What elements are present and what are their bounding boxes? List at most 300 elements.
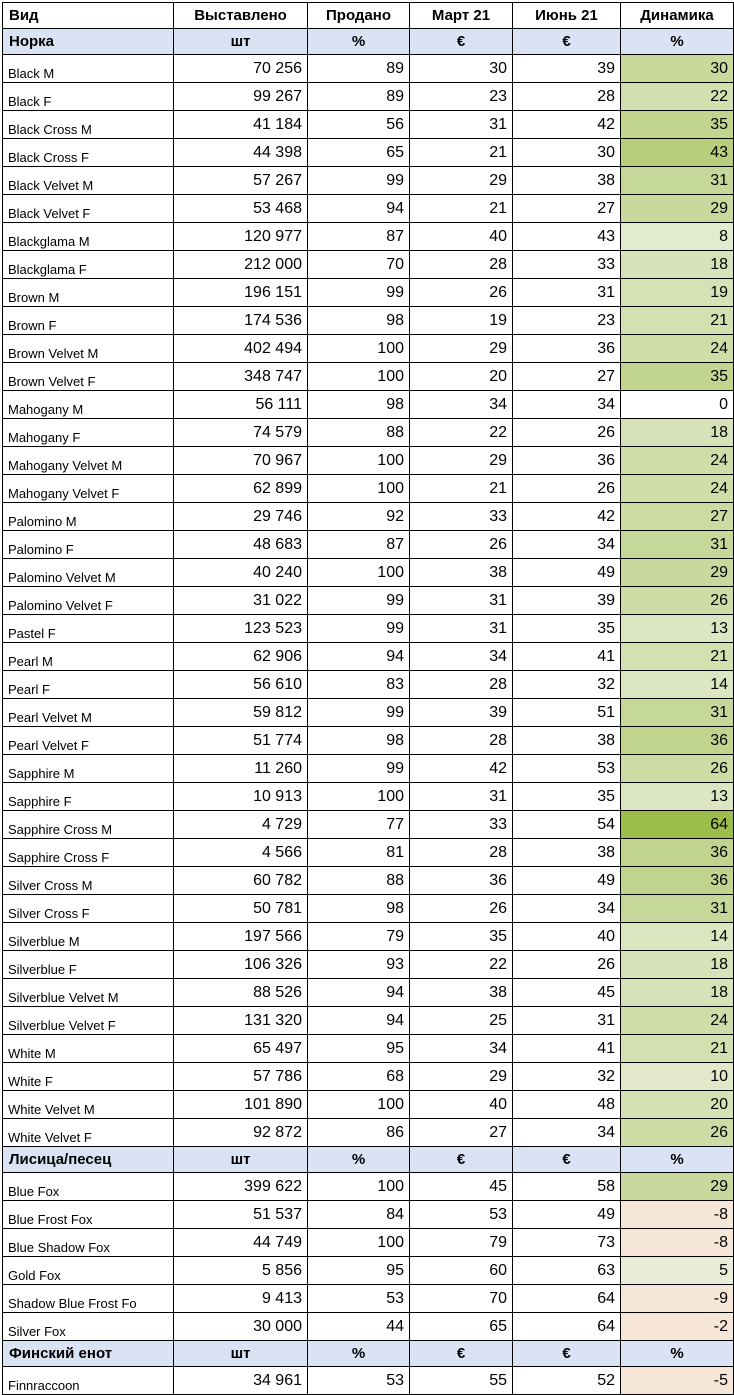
dynamics-cell: 20 (621, 1091, 734, 1119)
table-row (3, 1119, 734, 1147)
sold-cell: 100 (308, 335, 410, 363)
june-price-cell: 27 (513, 363, 621, 391)
offered-cell: 120 977 (174, 223, 308, 251)
unit-label: € (410, 1147, 513, 1173)
march-price-cell: 26 (410, 531, 513, 559)
june-price-cell: 26 (513, 475, 621, 503)
table-row (3, 1229, 734, 1257)
sold-cell: 100 (308, 447, 410, 475)
june-price-cell: 52 (513, 1367, 621, 1395)
dynamics-cell: 31 (621, 531, 734, 559)
june-price-cell: 64 (513, 1313, 621, 1341)
offered-cell: 70 256 (174, 55, 308, 83)
fur-type-name: Silverblue M (3, 923, 174, 951)
june-price-cell: 26 (513, 951, 621, 979)
march-price-cell: 21 (410, 139, 513, 167)
sold-cell: 88 (308, 867, 410, 895)
dynamics-cell: 14 (621, 923, 734, 951)
offered-cell: 92 872 (174, 1119, 308, 1147)
offered-cell: 348 747 (174, 363, 308, 391)
table-row (3, 727, 734, 755)
june-price-cell: 30 (513, 139, 621, 167)
june-price-cell: 43 (513, 223, 621, 251)
fur-type-name: Pearl Velvet F (3, 727, 174, 755)
march-price-cell: 27 (410, 1119, 513, 1147)
sold-cell: 99 (308, 279, 410, 307)
table-row (3, 671, 734, 699)
june-price-cell: 33 (513, 251, 621, 279)
march-price-cell: 22 (410, 951, 513, 979)
sold-cell: 94 (308, 1007, 410, 1035)
sold-cell: 98 (308, 391, 410, 419)
fur-type-name: Finnraccoon (3, 1367, 174, 1395)
march-price-cell: 26 (410, 895, 513, 923)
sold-cell: 94 (308, 979, 410, 1007)
table-row (3, 475, 734, 503)
table-row (3, 503, 734, 531)
table-row (3, 307, 734, 335)
fur-type-name: Sapphire M (3, 755, 174, 783)
march-price-cell: 31 (410, 615, 513, 643)
offered-cell: 196 151 (174, 279, 308, 307)
dynamics-cell: 31 (621, 895, 734, 923)
offered-cell: 62 899 (174, 475, 308, 503)
dynamics-cell: 19 (621, 279, 734, 307)
dynamics-cell: 18 (621, 419, 734, 447)
sold-cell: 99 (308, 615, 410, 643)
march-price-cell: 19 (410, 307, 513, 335)
june-price-cell: 54 (513, 811, 621, 839)
march-price-cell: 33 (410, 503, 513, 531)
sold-cell: 68 (308, 1063, 410, 1091)
unit-label: € (513, 1341, 621, 1367)
offered-cell: 88 526 (174, 979, 308, 1007)
table-row (3, 251, 734, 279)
table-row (3, 559, 734, 587)
june-price-cell: 38 (513, 839, 621, 867)
table-row (3, 979, 734, 1007)
table-row (3, 1091, 734, 1119)
table-row (3, 531, 734, 559)
june-price-cell: 32 (513, 1063, 621, 1091)
june-price-cell: 31 (513, 279, 621, 307)
fur-type-name: Silverblue Velvet F (3, 1007, 174, 1035)
march-price-cell: 21 (410, 195, 513, 223)
fur-type-name: White Velvet F (3, 1119, 174, 1147)
fur-type-name: Mahogany F (3, 419, 174, 447)
table-row (3, 1313, 734, 1341)
sold-cell: 94 (308, 195, 410, 223)
fur-type-name: Gold Fox (3, 1257, 174, 1285)
table-row (3, 783, 734, 811)
table-row (3, 811, 734, 839)
march-price-cell: 34 (410, 391, 513, 419)
offered-cell: 197 566 (174, 923, 308, 951)
column-header-offered: Выставлено (174, 3, 308, 29)
offered-cell: 40 240 (174, 559, 308, 587)
fur-type-name: Brown F (3, 307, 174, 335)
dynamics-cell: 8 (621, 223, 734, 251)
fur-type-name: Silverblue F (3, 951, 174, 979)
march-price-cell: 79 (410, 1229, 513, 1257)
dynamics-cell: -8 (621, 1201, 734, 1229)
march-price-cell: 39 (410, 699, 513, 727)
offered-cell: 51 774 (174, 727, 308, 755)
dynamics-cell: 18 (621, 951, 734, 979)
dynamics-cell: 31 (621, 167, 734, 195)
june-price-cell: 40 (513, 923, 621, 951)
unit-label: € (513, 29, 621, 55)
fur-type-name: Pearl F (3, 671, 174, 699)
fur-type-name: Blackglama M (3, 223, 174, 251)
march-price-cell: 38 (410, 559, 513, 587)
sold-cell: 77 (308, 811, 410, 839)
june-price-cell: 48 (513, 1091, 621, 1119)
june-price-cell: 41 (513, 643, 621, 671)
table-row (3, 223, 734, 251)
dynamics-cell: -5 (621, 1367, 734, 1395)
offered-cell: 123 523 (174, 615, 308, 643)
march-price-cell: 65 (410, 1313, 513, 1341)
header-row (3, 3, 734, 29)
table-row (3, 335, 734, 363)
table-row (3, 839, 734, 867)
june-price-cell: 36 (513, 335, 621, 363)
table-body (3, 29, 734, 1395)
unit-label: шт (174, 29, 308, 55)
june-price-cell: 34 (513, 1119, 621, 1147)
fur-type-name: Silver Fox (3, 1313, 174, 1341)
june-price-cell: 34 (513, 895, 621, 923)
section-name: Лисица/песец (3, 1147, 174, 1173)
march-price-cell: 31 (410, 783, 513, 811)
june-price-cell: 27 (513, 195, 621, 223)
dynamics-cell: 35 (621, 111, 734, 139)
sold-cell: 83 (308, 671, 410, 699)
sold-cell: 93 (308, 951, 410, 979)
sold-cell: 70 (308, 251, 410, 279)
table-row (3, 1007, 734, 1035)
unit-label: шт (174, 1341, 308, 1367)
dynamics-cell: -9 (621, 1285, 734, 1313)
unit-label: € (513, 1147, 621, 1173)
sold-cell: 95 (308, 1035, 410, 1063)
offered-cell: 29 746 (174, 503, 308, 531)
table-row (3, 279, 734, 307)
sold-cell: 100 (308, 559, 410, 587)
dynamics-cell: 21 (621, 307, 734, 335)
offered-cell: 4 729 (174, 811, 308, 839)
sold-cell: 89 (308, 83, 410, 111)
dynamics-cell: 26 (621, 755, 734, 783)
unit-label: % (308, 1147, 410, 1173)
june-price-cell: 35 (513, 615, 621, 643)
dynamics-cell: 10 (621, 1063, 734, 1091)
offered-cell: 106 326 (174, 951, 308, 979)
sold-cell: 98 (308, 307, 410, 335)
fur-type-name: Palomino F (3, 531, 174, 559)
offered-cell: 48 683 (174, 531, 308, 559)
sold-cell: 94 (308, 643, 410, 671)
june-price-cell: 26 (513, 419, 621, 447)
fur-type-name: Shadow Blue Frost Fo (3, 1285, 174, 1313)
dynamics-cell: 18 (621, 251, 734, 279)
june-price-cell: 73 (513, 1229, 621, 1257)
june-price-cell: 45 (513, 979, 621, 1007)
march-price-cell: 60 (410, 1257, 513, 1285)
sold-cell: 53 (308, 1367, 410, 1395)
march-price-cell: 26 (410, 279, 513, 307)
offered-cell: 60 782 (174, 867, 308, 895)
dynamics-cell: 26 (621, 587, 734, 615)
sold-cell: 53 (308, 1285, 410, 1313)
sold-cell: 100 (308, 1229, 410, 1257)
offered-cell: 5 856 (174, 1257, 308, 1285)
table-row (3, 391, 734, 419)
offered-cell: 59 812 (174, 699, 308, 727)
fur-type-name: Sapphire Cross F (3, 839, 174, 867)
offered-cell: 4 566 (174, 839, 308, 867)
sold-cell: 56 (308, 111, 410, 139)
dynamics-cell: 64 (621, 811, 734, 839)
dynamics-cell: 29 (621, 559, 734, 587)
fur-auction-table (2, 2, 734, 1395)
sold-cell: 100 (308, 1091, 410, 1119)
fur-type-name: Blackglama F (3, 251, 174, 279)
table-row (3, 1063, 734, 1091)
june-price-cell: 38 (513, 727, 621, 755)
fur-type-name: Mahogany Velvet M (3, 447, 174, 475)
sold-cell: 100 (308, 783, 410, 811)
fur-type-name: Brown Velvet M (3, 335, 174, 363)
march-price-cell: 28 (410, 727, 513, 755)
march-price-cell: 28 (410, 671, 513, 699)
sold-cell: 87 (308, 223, 410, 251)
offered-cell: 101 890 (174, 1091, 308, 1119)
offered-cell: 30 000 (174, 1313, 308, 1341)
offered-cell: 56 610 (174, 671, 308, 699)
offered-cell: 402 494 (174, 335, 308, 363)
table-row (3, 867, 734, 895)
offered-cell: 10 913 (174, 783, 308, 811)
offered-cell: 57 267 (174, 167, 308, 195)
table-row (3, 363, 734, 391)
table-row (3, 643, 734, 671)
table-row (3, 83, 734, 111)
june-price-cell: 53 (513, 755, 621, 783)
sold-cell: 100 (308, 475, 410, 503)
dynamics-cell: 36 (621, 839, 734, 867)
june-price-cell: 41 (513, 1035, 621, 1063)
column-header-june: Июнь 21 (513, 3, 621, 29)
june-price-cell: 32 (513, 671, 621, 699)
sold-cell: 100 (308, 1173, 410, 1201)
june-price-cell: 28 (513, 83, 621, 111)
march-price-cell: 70 (410, 1285, 513, 1313)
section-name: Норка (3, 29, 174, 55)
march-price-cell: 23 (410, 83, 513, 111)
sold-cell: 95 (308, 1257, 410, 1285)
offered-cell: 70 967 (174, 447, 308, 475)
offered-cell: 57 786 (174, 1063, 308, 1091)
fur-type-name: Blue Fox (3, 1173, 174, 1201)
fur-type-name: Pastel F (3, 615, 174, 643)
march-price-cell: 42 (410, 755, 513, 783)
fur-type-name: Palomino Velvet M (3, 559, 174, 587)
sold-cell: 88 (308, 419, 410, 447)
march-price-cell: 31 (410, 111, 513, 139)
dynamics-cell: 30 (621, 55, 734, 83)
offered-cell: 11 260 (174, 755, 308, 783)
table-row (3, 1201, 734, 1229)
offered-cell: 62 906 (174, 643, 308, 671)
table-row (3, 139, 734, 167)
fur-type-name: Black Velvet M (3, 167, 174, 195)
offered-cell: 34 961 (174, 1367, 308, 1395)
column-header-march: Март 21 (410, 3, 513, 29)
sold-cell: 44 (308, 1313, 410, 1341)
march-price-cell: 40 (410, 223, 513, 251)
march-price-cell: 40 (410, 1091, 513, 1119)
june-price-cell: 36 (513, 447, 621, 475)
fur-type-name: Pearl Velvet M (3, 699, 174, 727)
offered-cell: 44 398 (174, 139, 308, 167)
fur-type-name: Palomino Velvet F (3, 587, 174, 615)
dynamics-cell: 36 (621, 727, 734, 755)
fur-type-name: Mahogany M (3, 391, 174, 419)
dynamics-cell: 13 (621, 615, 734, 643)
june-price-cell: 42 (513, 503, 621, 531)
march-price-cell: 29 (410, 167, 513, 195)
table-row (3, 419, 734, 447)
unit-label: € (410, 1341, 513, 1367)
fur-type-name: Mahogany Velvet F (3, 475, 174, 503)
dynamics-cell: 29 (621, 195, 734, 223)
dynamics-cell: 5 (621, 1257, 734, 1285)
june-price-cell: 39 (513, 587, 621, 615)
table-row (3, 55, 734, 83)
offered-cell: 131 320 (174, 1007, 308, 1035)
table-row (3, 1367, 734, 1395)
offered-cell: 50 781 (174, 895, 308, 923)
offered-cell: 399 622 (174, 1173, 308, 1201)
june-price-cell: 58 (513, 1173, 621, 1201)
june-price-cell: 34 (513, 531, 621, 559)
sold-cell: 98 (308, 895, 410, 923)
march-price-cell: 35 (410, 923, 513, 951)
dynamics-cell: -8 (621, 1229, 734, 1257)
fur-type-name: Black Velvet F (3, 195, 174, 223)
june-price-cell: 35 (513, 783, 621, 811)
fur-type-name: Pearl M (3, 643, 174, 671)
dynamics-cell: 24 (621, 475, 734, 503)
sold-cell: 100 (308, 363, 410, 391)
section-header-row (3, 1147, 734, 1173)
offered-cell: 41 184 (174, 111, 308, 139)
dynamics-cell: 26 (621, 1119, 734, 1147)
dynamics-cell: 29 (621, 1173, 734, 1201)
march-price-cell: 28 (410, 251, 513, 279)
table-row (3, 1285, 734, 1313)
table-row (3, 895, 734, 923)
june-price-cell: 64 (513, 1285, 621, 1313)
fur-type-name: Palomino M (3, 503, 174, 531)
column-header-dynamics: Динамика (621, 3, 734, 29)
fur-type-name: Black F (3, 83, 174, 111)
dynamics-cell: -2 (621, 1313, 734, 1341)
unit-label: € (410, 29, 513, 55)
table-row (3, 195, 734, 223)
june-price-cell: 39 (513, 55, 621, 83)
section-name: Финский енот (3, 1341, 174, 1367)
dynamics-cell: 36 (621, 867, 734, 895)
june-price-cell: 51 (513, 699, 621, 727)
dynamics-cell: 43 (621, 139, 734, 167)
dynamics-cell: 24 (621, 1007, 734, 1035)
june-price-cell: 34 (513, 391, 621, 419)
table-row (3, 923, 734, 951)
march-price-cell: 45 (410, 1173, 513, 1201)
fur-type-name: Black Cross M (3, 111, 174, 139)
table-row (3, 1173, 734, 1201)
dynamics-cell: 22 (621, 83, 734, 111)
june-price-cell: 49 (513, 559, 621, 587)
unit-label: % (621, 29, 734, 55)
sold-cell: 79 (308, 923, 410, 951)
sold-cell: 99 (308, 755, 410, 783)
june-price-cell: 38 (513, 167, 621, 195)
table-row (3, 755, 734, 783)
fur-type-name: Black Cross F (3, 139, 174, 167)
table-row (3, 1035, 734, 1063)
march-price-cell: 38 (410, 979, 513, 1007)
march-price-cell: 36 (410, 867, 513, 895)
june-price-cell: 63 (513, 1257, 621, 1285)
offered-cell: 174 536 (174, 307, 308, 335)
offered-cell: 9 413 (174, 1285, 308, 1313)
march-price-cell: 55 (410, 1367, 513, 1395)
offered-cell: 74 579 (174, 419, 308, 447)
table-row (3, 615, 734, 643)
march-price-cell: 30 (410, 55, 513, 83)
offered-cell: 44 749 (174, 1229, 308, 1257)
sold-cell: 87 (308, 531, 410, 559)
march-price-cell: 25 (410, 1007, 513, 1035)
march-price-cell: 22 (410, 419, 513, 447)
fur-type-name: Blue Shadow Fox (3, 1229, 174, 1257)
march-price-cell: 34 (410, 1035, 513, 1063)
section-header-row (3, 29, 734, 55)
fur-type-name: Brown Velvet F (3, 363, 174, 391)
unit-label: % (621, 1341, 734, 1367)
march-price-cell: 29 (410, 447, 513, 475)
dynamics-cell: 13 (621, 783, 734, 811)
sold-cell: 89 (308, 55, 410, 83)
table-row (3, 1257, 734, 1285)
sold-cell: 86 (308, 1119, 410, 1147)
sold-cell: 92 (308, 503, 410, 531)
sold-cell: 98 (308, 727, 410, 755)
unit-label: % (621, 1147, 734, 1173)
march-price-cell: 33 (410, 811, 513, 839)
offered-cell: 99 267 (174, 83, 308, 111)
table-row (3, 167, 734, 195)
unit-label: шт (174, 1147, 308, 1173)
unit-label: % (308, 1341, 410, 1367)
sold-cell: 65 (308, 139, 410, 167)
dynamics-cell: 31 (621, 699, 734, 727)
table-row (3, 587, 734, 615)
